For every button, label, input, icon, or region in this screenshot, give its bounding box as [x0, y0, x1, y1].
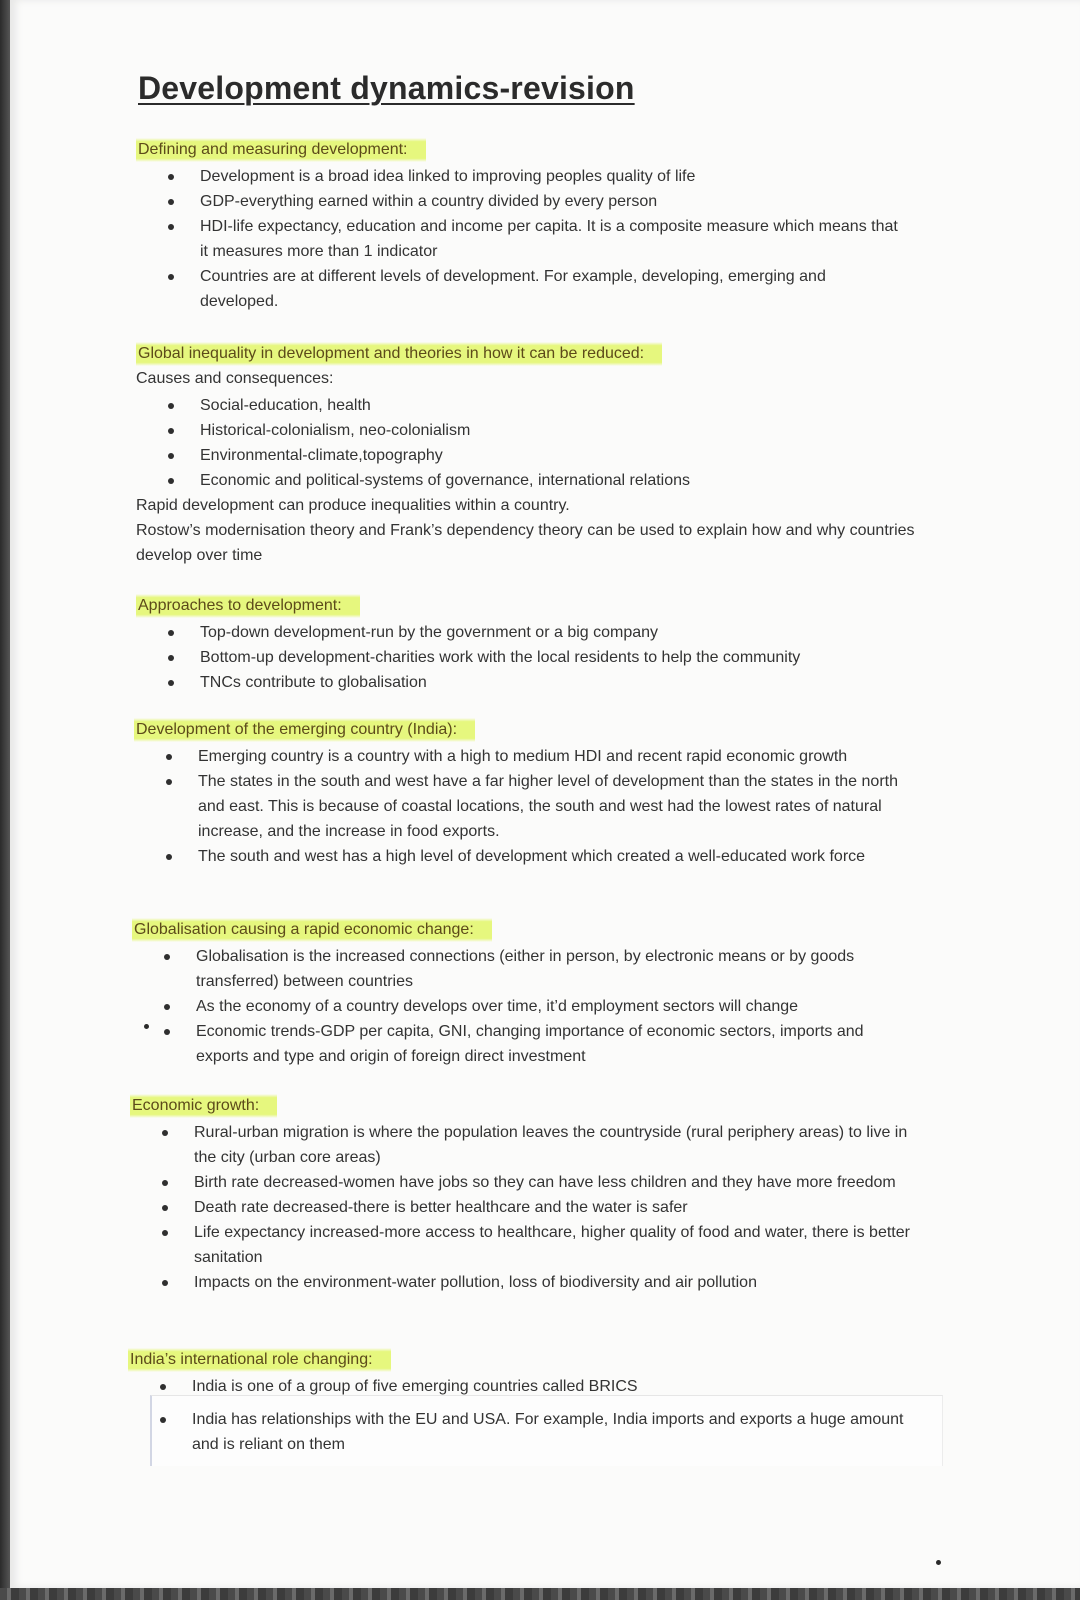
- section-economic-growth: [130, 1094, 940, 1295]
- bullet-icon: [166, 779, 172, 785]
- bullet-icon: [162, 1180, 168, 1186]
- paper-sheet: [10, 0, 1080, 1588]
- bullet-list: [134, 944, 909, 1069]
- list-item: As the economy of a country develops over time, it’d employment sectors will change: [134, 994, 909, 1019]
- bullet-list: [138, 164, 908, 314]
- bullet-icon: [168, 224, 174, 230]
- bullet-icon: [168, 199, 174, 205]
- section-heading: Globalisation causing a rapid economic change:: [132, 918, 492, 942]
- list-item: The south and west has a high level of development which created a well-educated work force: [136, 844, 906, 869]
- scan-left-edge: [0, 0, 10, 1600]
- bullet-icon: [168, 630, 174, 636]
- bullet-icon: [168, 403, 174, 409]
- list-item: Historical-colonialism, neo-colonialism: [138, 418, 908, 443]
- bullet-icon: [164, 954, 170, 960]
- section-heading: Global inequality in development and theories in how it can be reduced:: [136, 342, 662, 366]
- bullet-list: [138, 620, 908, 695]
- section-emerging-country: [134, 718, 934, 869]
- bullet-list: [132, 1120, 912, 1295]
- section-heading: Approaches to development:: [136, 594, 360, 618]
- list-item: Social-education, health: [138, 393, 908, 418]
- bullet-icon: [166, 754, 172, 760]
- list-item: Birth rate decreased-women have jobs so they can have less children and they have more freedom: [132, 1170, 912, 1195]
- section-india-international-role: [128, 1348, 943, 1457]
- document-content: [10, 0, 1080, 1588]
- document-title: Development dynamics-revision: [138, 70, 635, 106]
- list-item: India has relationships with the EU and USA. For example, India imports and exports a huge amount and is reliant on them: [130, 1407, 915, 1457]
- list-item: Death rate decreased-there is better healthcare and the water is safer: [132, 1195, 912, 1220]
- bullet-icon: [162, 1130, 168, 1136]
- bullet-icon: [162, 1280, 168, 1286]
- section-global-inequality: [136, 342, 936, 568]
- bullet-icon: [168, 453, 174, 459]
- list-item: Environmental-climate,topography: [138, 443, 908, 468]
- list-item: The states in the south and west have a far higher level of development than the states in the north and east. This is because of coastal locations, the south and west had the lowest rates of natural increase, and the increase in food exports.: [136, 769, 906, 844]
- list-item: TNCs contribute to globalisation: [138, 670, 908, 695]
- list-item: Development is a broad idea linked to improving peoples quality of life: [138, 164, 908, 189]
- list-item: Emerging country is a country with a high to medium HDI and recent rapid economic growth: [136, 744, 906, 769]
- stray-pen-mark: [144, 1024, 149, 1029]
- bullet-icon: [168, 274, 174, 280]
- list-item: Globalisation is the increased connections (either in person, by electronic means or by goods transferred) between countries: [134, 944, 909, 994]
- list-item: Economic and political-systems of governance, international relations: [138, 468, 908, 493]
- bullet-list: [136, 744, 906, 869]
- bullet-icon: [160, 1417, 166, 1423]
- list-item: Top-down development-run by the government or a big company: [138, 620, 908, 645]
- bullet-icon: [164, 1004, 170, 1010]
- section-heading: India’s international role changing:: [128, 1348, 391, 1372]
- list-item: Bottom-up development-charities work with the local residents to help the community: [138, 645, 908, 670]
- section-globalisation: [132, 918, 937, 1069]
- bullet-icon: [162, 1205, 168, 1211]
- bullet-icon: [162, 1230, 168, 1236]
- list-item: GDP-everything earned within a country divided by every person: [138, 189, 908, 214]
- list-item: Life expectancy increased-more access to healthcare, higher quality of food and water, there is better sanitation: [132, 1220, 912, 1270]
- section-heading: Economic growth:: [130, 1094, 277, 1118]
- bullet-icon: [168, 680, 174, 686]
- bullet-list: [138, 393, 908, 493]
- section-heading: Development of the emerging country (India):: [134, 718, 475, 742]
- list-item: Rural-urban migration is where the population leaves the countryside (rural periphery areas) to live in the city (urban core areas): [132, 1120, 912, 1170]
- note-text: Rapid development can produce inequalities within a country.: [136, 497, 570, 514]
- bullet-list: [130, 1374, 915, 1457]
- list-item: Economic trends-GDP per capita, GNI, changing importance of economic sectors, imports and exports and type and origin of foreign direct investment: [134, 1019, 909, 1069]
- bullet-icon: [164, 1029, 170, 1035]
- bullet-icon: [166, 854, 172, 860]
- scan-bottom-edge: [0, 1588, 1080, 1600]
- list-item: India is one of a group of five emerging countries called BRICS: [130, 1374, 915, 1399]
- section-heading: Defining and measuring development:: [136, 138, 426, 162]
- bullet-icon: [168, 478, 174, 484]
- list-item: Impacts on the environment-water pollution, loss of biodiversity and air pollution: [132, 1270, 912, 1295]
- bullet-icon: [160, 1384, 166, 1390]
- bullet-icon: [168, 655, 174, 661]
- list-item: Countries are at different levels of development. For example, developing, emerging and developed.: [138, 264, 908, 314]
- section-approaches: [136, 594, 936, 695]
- note-text: Rostow’s modernisation theory and Frank’s dependency theory can be used to explain how and why countries develop over time: [136, 522, 915, 564]
- bullet-icon: [168, 428, 174, 434]
- bullet-icon: [168, 174, 174, 180]
- section-defining-development: [136, 138, 936, 314]
- subheading: Causes and consequences:: [136, 370, 334, 387]
- list-item: HDI-life expectancy, education and income per capita. It is a composite measure which means that it measures more than 1 indicator: [138, 214, 908, 264]
- stray-pen-mark: [936, 1560, 941, 1565]
